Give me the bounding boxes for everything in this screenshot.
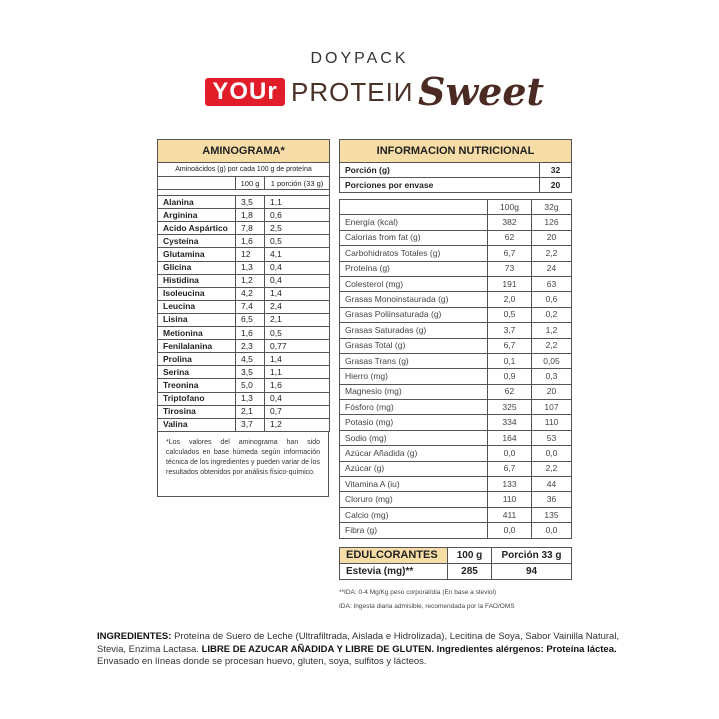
- nutrition-cell-32g: 0,3: [532, 369, 572, 384]
- nutrition-cell-100g: 0,9: [488, 369, 532, 384]
- edulcorantes-table: [339, 547, 572, 580]
- aminograma-cell-100g: 4,5: [236, 353, 265, 366]
- nutrition-row: [340, 230, 572, 245]
- aminograma-row: [158, 222, 330, 235]
- ingredients-block: [97, 631, 637, 669]
- aminograma-cell-name: Glutamina: [158, 248, 236, 261]
- aminograma-cell-porcion: 0,77: [265, 340, 330, 353]
- nutrition-row: [340, 323, 572, 338]
- estevia-porcion: 94: [492, 564, 572, 580]
- nutrition-cell-100g: 334: [488, 415, 532, 430]
- nutrition-row: [340, 461, 572, 476]
- nutrition-cell-100g: 110: [488, 492, 532, 507]
- aminograma-cell-100g: 1,3: [236, 392, 265, 405]
- edulcorantes-title: EDULCORANTES: [340, 548, 448, 564]
- nutrition-cell-name: Cloruro (mg): [340, 492, 488, 507]
- nutrition-cell-name: Magnesio (mg): [340, 384, 488, 399]
- nutrition-row: [340, 338, 572, 353]
- nutrition-cell-32g: 126: [532, 215, 572, 230]
- nutrition-cell-32g: 110: [532, 415, 572, 430]
- nutrition-cell-name: Calorías from fat (g): [340, 230, 488, 245]
- nutrition-cell-name: Grasas Monoinstaurada (g): [340, 292, 488, 307]
- nutrition-cell-100g: 0,0: [488, 446, 532, 461]
- nutrition-cell-name: Calcio (mg): [340, 507, 488, 522]
- aminograma-cell-porcion: 1,1: [265, 366, 330, 379]
- estevia-label: Estevia (mg)**: [340, 564, 448, 580]
- nutrition-row: [340, 369, 572, 384]
- nutrition-cell-32g: 135: [532, 507, 572, 522]
- nutrition-cell-name: Grasas Saturadas (g): [340, 323, 488, 338]
- nutrition-row: [340, 446, 572, 461]
- aminograma-cell-porcion: 1,1: [265, 196, 330, 209]
- nutrition-cell-32g: 24: [532, 261, 572, 276]
- aminograma-row: [158, 379, 330, 392]
- nutrition-row: [340, 415, 572, 430]
- aminograma-row: [158, 418, 330, 431]
- nutrition-row: [340, 261, 572, 276]
- nutrition-row: [340, 492, 572, 507]
- aminograma-title: AMINOGRAMA*: [158, 140, 330, 163]
- nutrition-cell-name: Colesterol (mg): [340, 276, 488, 291]
- nutrition-cell-100g: 73: [488, 261, 532, 276]
- nutrition-cell-32g: 0,2: [532, 307, 572, 322]
- aminograma-subtitle: Aminoácidos (g) por cada 100 g de proteína: [158, 163, 330, 177]
- estevia-100g: 285: [448, 564, 492, 580]
- aminograma-cell-100g: 12: [236, 248, 265, 261]
- aminograma-row: [158, 209, 330, 222]
- nutrition-cell-32g: 0,0: [532, 446, 572, 461]
- aminograma-cell-100g: 2,1: [236, 405, 265, 418]
- nutrition-cell-32g: 44: [532, 477, 572, 492]
- aminograma-cell-porcion: 0,6: [265, 209, 330, 222]
- aminograma-cell-name: Glicina: [158, 261, 236, 274]
- ingredients-label: INGREDIENTES:: [97, 631, 172, 642]
- nutricional-blank-header: [340, 200, 488, 215]
- ingredients-text: Proteína de Suero de Leche (Ultrafiltrada, Aislada e Hidrolizada), Lecitina de Soya, Sabor Vainilla Natural, Stevia, Enzima Lactasa.: [97, 631, 620, 655]
- edulcorantes-note-1: **IDA: 0-4 Mg/Kg peso corporal/día (En base a steviol): [339, 589, 497, 596]
- aminograma-row: [158, 235, 330, 248]
- nutrition-cell-name: Grasas Total (g): [340, 338, 488, 353]
- logo-protein: PROTEIИ: [291, 77, 414, 107]
- nutrition-cell-32g: 0,05: [532, 353, 572, 368]
- aminograma-note: *Los valores del aminograma han sido calculados en base húmeda según información técnica de los ingredientes y pueden variar de los resultados obtenidos por análisis físico-químico.: [166, 438, 320, 476]
- nutrition-cell-name: Sodio (mg): [340, 430, 488, 445]
- aminograma-cell-porcion: 0,4: [265, 274, 330, 287]
- nutrition-row: [340, 384, 572, 399]
- nutrition-row: [340, 353, 572, 368]
- edulcorantes-note-2: IDA: Ingesta diaria admisible, recomendada por la FAO/OMS: [339, 603, 515, 610]
- nutrition-row: [340, 246, 572, 261]
- aminograma-cell-100g: 1,8: [236, 209, 265, 222]
- aminograma-cell-100g: 7,4: [236, 300, 265, 313]
- envase-label: Porciones por envase: [340, 178, 540, 193]
- aminograma-cell-100g: 2,3: [236, 340, 265, 353]
- aminograma-cell-porcion: 4,1: [265, 248, 330, 261]
- aminograma-row: [158, 405, 330, 418]
- aminograma-cell-name: Acido Aspártico: [158, 222, 236, 235]
- aminograma-cell-porcion: 1,6: [265, 379, 330, 392]
- nutrition-row: [340, 400, 572, 415]
- nutrition-cell-32g: 20: [532, 230, 572, 245]
- nutricional-table: [339, 199, 572, 539]
- aminograma-cell-100g: 3,5: [236, 196, 265, 209]
- nutricional-header-table: [339, 139, 572, 193]
- ingredients-line-2: Envasado en líneas donde se procesan huevo, gluten, soya, sulfitos y lácteos.: [97, 656, 427, 667]
- aminograma-cell-100g: 5,0: [236, 379, 265, 392]
- aminograma-cell-porcion: 2,4: [265, 300, 330, 313]
- nutrition-cell-name: Fibra (g): [340, 523, 488, 538]
- aminograma-cell-name: Arginina: [158, 209, 236, 222]
- aminograma-row: [158, 327, 330, 340]
- nutrition-row: [340, 215, 572, 230]
- aminograma-cell-name: Valina: [158, 418, 236, 431]
- nutrition-cell-32g: 20: [532, 384, 572, 399]
- nutrition-row: [340, 523, 572, 538]
- aminograma-row: [158, 248, 330, 261]
- nutrition-cell-100g: 191: [488, 276, 532, 291]
- aminograma-row: [158, 261, 330, 274]
- aminograma-cell-porcion: 1,2: [265, 418, 330, 431]
- aminograma-row: [158, 287, 330, 300]
- nutrition-cell-name: Azúcar Añadida (g): [340, 446, 488, 461]
- aminograma-cell-porcion: 1,4: [265, 353, 330, 366]
- aminograma-cell-name: Metionina: [158, 327, 236, 340]
- nutrition-cell-name: Grasas Trans (g): [340, 353, 488, 368]
- doypack-label: DOYPACK: [310, 50, 409, 67]
- nutrition-row: [340, 507, 572, 522]
- nutrition-cell-name: Proteína (g): [340, 261, 488, 276]
- nutrition-row: [340, 276, 572, 291]
- aminograma-cell-100g: 4,2: [236, 287, 265, 300]
- aminograma-cell-name: Leucina: [158, 300, 236, 313]
- aminograma-col-100g: 100 g: [236, 177, 265, 190]
- aminograma-row: [158, 313, 330, 326]
- envase-value: 20: [540, 178, 572, 193]
- nutrition-cell-100g: 2,0: [488, 292, 532, 307]
- nutrition-cell-32g: 63: [532, 276, 572, 291]
- nutrition-cell-name: Vitamina A (iu): [340, 477, 488, 492]
- aminograma-table: [157, 139, 330, 432]
- porcion-label: Porción (g): [340, 163, 540, 178]
- edulcorantes-col-porcion: Porción 33 g: [492, 548, 572, 564]
- aminograma-cell-name: Tirosina: [158, 405, 236, 418]
- aminograma-cell-100g: 1,2: [236, 274, 265, 287]
- nutrition-cell-32g: 0,0: [532, 523, 572, 538]
- nutrition-cell-32g: 1,2: [532, 323, 572, 338]
- ingredients-allergens: LIBRE DE AZUCAR AÑADIDA Y LIBRE DE GLUTEN. Ingredientes alérgenos: Proteína láctea.: [201, 643, 617, 655]
- nutrition-cell-name: Grasas Poliinsaturada (g): [340, 307, 488, 322]
- nutrition-cell-name: Energía (kcal): [340, 215, 488, 230]
- nutrition-cell-100g: 133: [488, 477, 532, 492]
- nutricional-col-32g: 32g: [532, 200, 572, 215]
- aminograma-row: [158, 366, 330, 379]
- nutricional-panel: [339, 139, 571, 539]
- aminograma-cell-name: Alanina: [158, 196, 236, 209]
- nutrition-cell-100g: 3,7: [488, 323, 532, 338]
- nutrition-cell-32g: 2,2: [532, 338, 572, 353]
- nutrition-cell-32g: 2,2: [532, 246, 572, 261]
- nutrition-cell-100g: 62: [488, 230, 532, 245]
- aminograma-panel: [157, 139, 329, 497]
- nutrition-cell-32g: 107: [532, 400, 572, 415]
- aminograma-cell-porcion: 0,4: [265, 392, 330, 405]
- aminograma-cell-porcion: 0,7: [265, 405, 330, 418]
- nutrition-cell-100g: 164: [488, 430, 532, 445]
- nutrition-cell-name: Fósforo (mg): [340, 400, 488, 415]
- nutrition-cell-100g: 411: [488, 507, 532, 522]
- aminograma-cell-name: Treonina: [158, 379, 236, 392]
- nutrition-cell-100g: 6,7: [488, 246, 532, 261]
- nutrition-cell-100g: 6,7: [488, 461, 532, 476]
- aminograma-cell-name: Isoleucina: [158, 287, 236, 300]
- aminograma-cell-100g: 1,3: [236, 261, 265, 274]
- nutrition-cell-100g: 0,0: [488, 523, 532, 538]
- aminograma-cell-porcion: 0,5: [265, 235, 330, 248]
- nutrition-row: [340, 430, 572, 445]
- nutricional-title: INFORMACION NUTRICIONAL: [340, 140, 572, 163]
- nutrition-cell-32g: 0,6: [532, 292, 572, 307]
- aminograma-cell-100g: 1,6: [236, 235, 265, 248]
- nutrition-row: [340, 307, 572, 322]
- aminograma-cell-100g: 3,7: [236, 418, 265, 431]
- nutrition-cell-100g: 0,1: [488, 353, 532, 368]
- aminograma-row: [158, 274, 330, 287]
- nutrition-cell-32g: 53: [532, 430, 572, 445]
- edulcorantes-panel: [339, 547, 571, 611]
- nutrition-cell-100g: 62: [488, 384, 532, 399]
- aminograma-row: [158, 340, 330, 353]
- edulcorantes-col-100g: 100 g: [448, 548, 492, 564]
- nutrition-row: [340, 477, 572, 492]
- aminograma-cell-name: Histidina: [158, 274, 236, 287]
- aminograma-blank-header: [158, 177, 236, 190]
- nutrition-cell-32g: 2,2: [532, 461, 572, 476]
- aminograma-row: [158, 300, 330, 313]
- aminograma-cell-name: Triptofano: [158, 392, 236, 405]
- aminograma-cell-100g: 6,5: [236, 313, 265, 326]
- nutrition-cell-100g: 6,7: [488, 338, 532, 353]
- nutrition-cell-name: Potasio (mg): [340, 415, 488, 430]
- porcion-value: 32: [540, 163, 572, 178]
- nutrition-row: [340, 292, 572, 307]
- nutrition-cell-100g: 382: [488, 215, 532, 230]
- aminograma-note-box: [157, 432, 329, 497]
- aminograma-cell-name: Cysteína: [158, 235, 236, 248]
- nutricional-col-100g: 100g: [488, 200, 532, 215]
- nutrition-cell-name: Hierro (mg): [340, 369, 488, 384]
- aminograma-cell-porcion: 1,4: [265, 287, 330, 300]
- aminograma-col-porcion: 1 porción (33 g): [265, 177, 330, 190]
- aminograma-row: [158, 353, 330, 366]
- nutrition-cell-name: Azúcar (g): [340, 461, 488, 476]
- aminograma-row: [158, 392, 330, 405]
- nutrition-cell-100g: 0,5: [488, 307, 532, 322]
- aminograma-cell-name: Fenilalanina: [158, 340, 236, 353]
- nutrition-cell-name: Carbohidratos Totales (g): [340, 246, 488, 261]
- aminograma-cell-name: Lisina: [158, 313, 236, 326]
- aminograma-cell-porcion: 0,5: [265, 327, 330, 340]
- aminograma-cell-porcion: 2,1: [265, 313, 330, 326]
- aminograma-row: [158, 196, 330, 209]
- aminograma-cell-porcion: 0,4: [265, 261, 330, 274]
- aminograma-cell-name: Serina: [158, 366, 236, 379]
- aminograma-cell-100g: 3,5: [236, 366, 265, 379]
- aminograma-cell-100g: 1,6: [236, 327, 265, 340]
- logo-your: YOUr: [205, 78, 285, 106]
- aminograma-cell-name: Prolina: [158, 353, 236, 366]
- logo-sweet: Sweet: [418, 69, 545, 114]
- aminograma-cell-porcion: 2,5: [265, 222, 330, 235]
- nutrition-cell-100g: 325: [488, 400, 532, 415]
- aminograma-cell-100g: 7,8: [236, 222, 265, 235]
- nutrition-cell-32g: 36: [532, 492, 572, 507]
